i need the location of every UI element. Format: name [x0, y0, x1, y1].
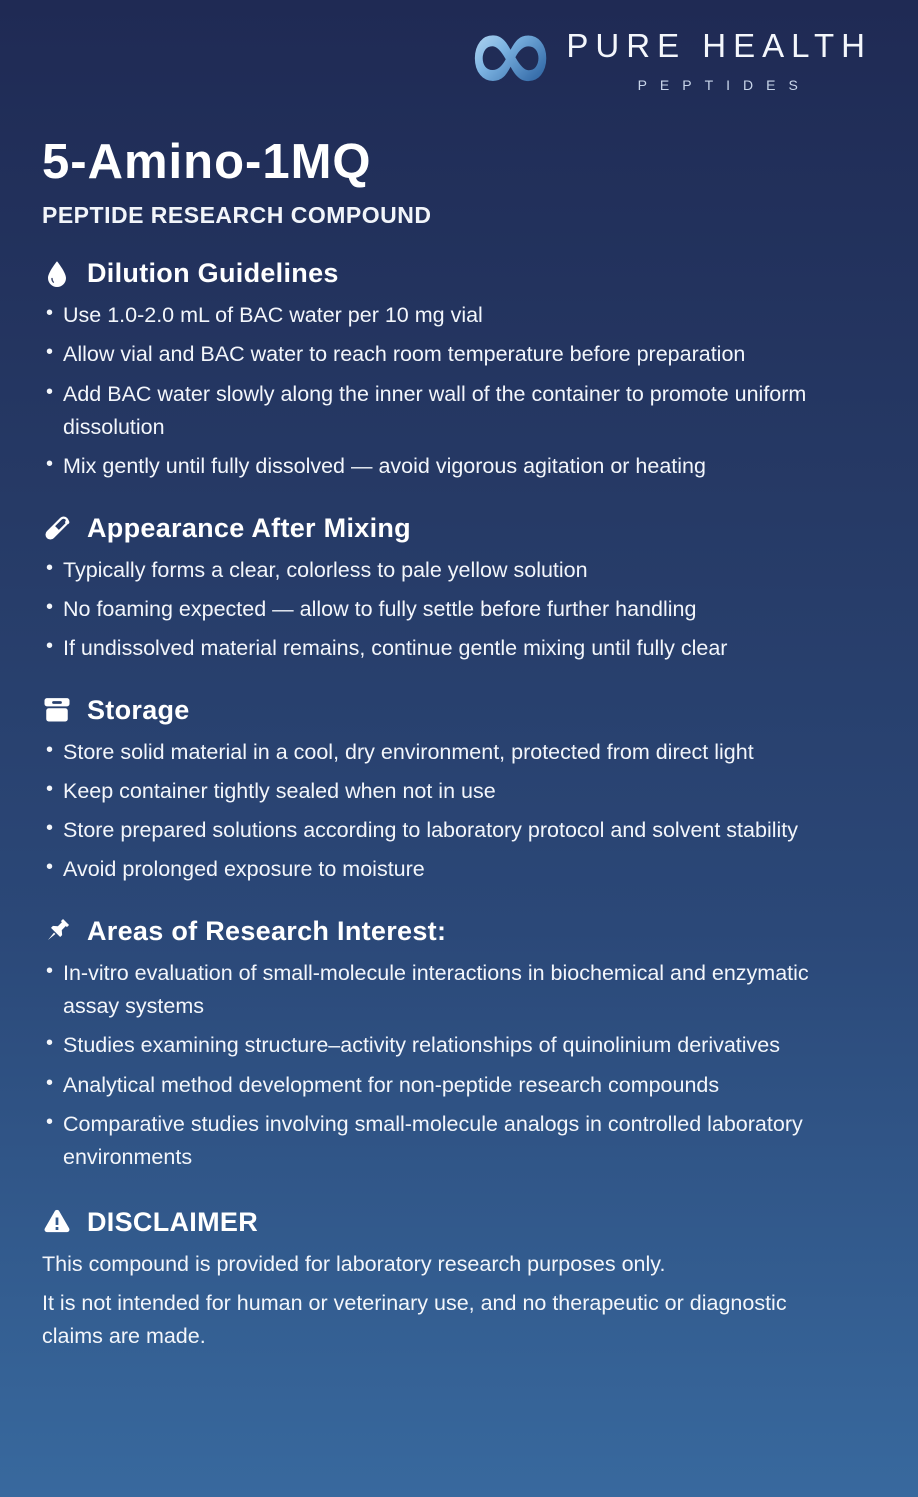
brand-logo: [465, 18, 872, 98]
section-appearance-after-mixing: [42, 513, 838, 666]
bullet-item: • Add BAC water slowly along the inner wall of the container to promote uniform dissolution: [42, 378, 838, 445]
bullet-item: • If undissolved material remains, continue gentle mixing until fully clear: [42, 632, 838, 665]
bullet-item: • Store solid material in a cool, dry environment, protected from direct light: [42, 736, 838, 769]
section-title: Areas of Research Interest:: [87, 915, 447, 946]
brand-name: PURE HEALTH: [566, 27, 872, 64]
section-disclaimer: [42, 1207, 838, 1354]
section-heading-row: [42, 1207, 838, 1238]
section-title: Dilution Guidelines: [87, 258, 339, 288]
section-research-interest: [42, 916, 838, 1175]
page-subtitle: PEPTIDE RESEARCH COMPOUND: [42, 202, 432, 228]
section-heading-row: [42, 695, 838, 726]
disclaimer-line: This compound is provided for laboratory research purposes only.: [42, 1251, 666, 1276]
section-heading-row: [42, 916, 838, 947]
bullet-list: [42, 736, 838, 887]
bullet-item: • Avoid prolonged exposure to moisture: [42, 853, 838, 886]
bullet-item: • Mix gently until fully dissolved — avoid vigorous agitation or heating: [42, 450, 838, 483]
bullet-list: [42, 957, 838, 1175]
disclaimer-line: It is not intended for human or veterinary use, and no therapeutic or diagnostic claims are made.: [42, 1290, 787, 1349]
bullet-item: • Analytical method development for non-peptide research compounds: [42, 1069, 838, 1102]
warning-icon: [42, 1207, 72, 1237]
bullet-item: • Store prepared solutions according to laboratory protocol and solvent stability: [42, 814, 838, 847]
droplet-icon: [42, 259, 72, 289]
main-content: [0, 98, 878, 1354]
brand-wordmark: [566, 23, 872, 93]
section-heading-row: [42, 258, 838, 289]
bullet-item: • Use 1.0-2.0 mL of BAC water per 10 mg vial: [42, 299, 838, 332]
bullet-item: • Comparative studies involving small-molecule analogs in controlled laboratory environments: [42, 1108, 838, 1175]
section-title: Appearance After Mixing: [87, 512, 411, 543]
bullet-item: • Studies examining structure–activity relationships of quinolinium derivatives: [42, 1029, 838, 1062]
bullet-list: [42, 299, 838, 484]
page-title: 5-Amino-1MQ: [42, 135, 372, 189]
storage-box-icon: [42, 695, 72, 725]
test-tube-icon: [42, 513, 72, 543]
bullet-item: • In-vitro evaluation of small-molecule interactions in biochemical and enzymatic assay systems: [42, 957, 838, 1024]
bullet-item: • Allow vial and BAC water to reach room temperature before preparation: [42, 338, 838, 371]
bullet-item: • Keep container tightly sealed when not in use: [42, 775, 838, 808]
section-dilution-guidelines: [42, 258, 838, 484]
section-heading-row: [42, 513, 838, 544]
infinity-logo-icon: ∞: [464, 18, 557, 98]
section-storage: [42, 695, 838, 887]
disclaimer-text: [42, 1248, 838, 1354]
brand-tagline: PEPTIDES: [637, 77, 811, 93]
section-title: Storage: [87, 694, 190, 725]
section-title: DISCLAIMER: [87, 1206, 258, 1237]
bullet-item: • No foaming expected — allow to fully settle before further handling: [42, 593, 838, 626]
header: [0, 0, 918, 98]
bullet-list: [42, 554, 838, 666]
bullet-item: • Typically forms a clear, colorless to pale yellow solution: [42, 554, 838, 587]
pushpin-icon: [42, 916, 72, 946]
